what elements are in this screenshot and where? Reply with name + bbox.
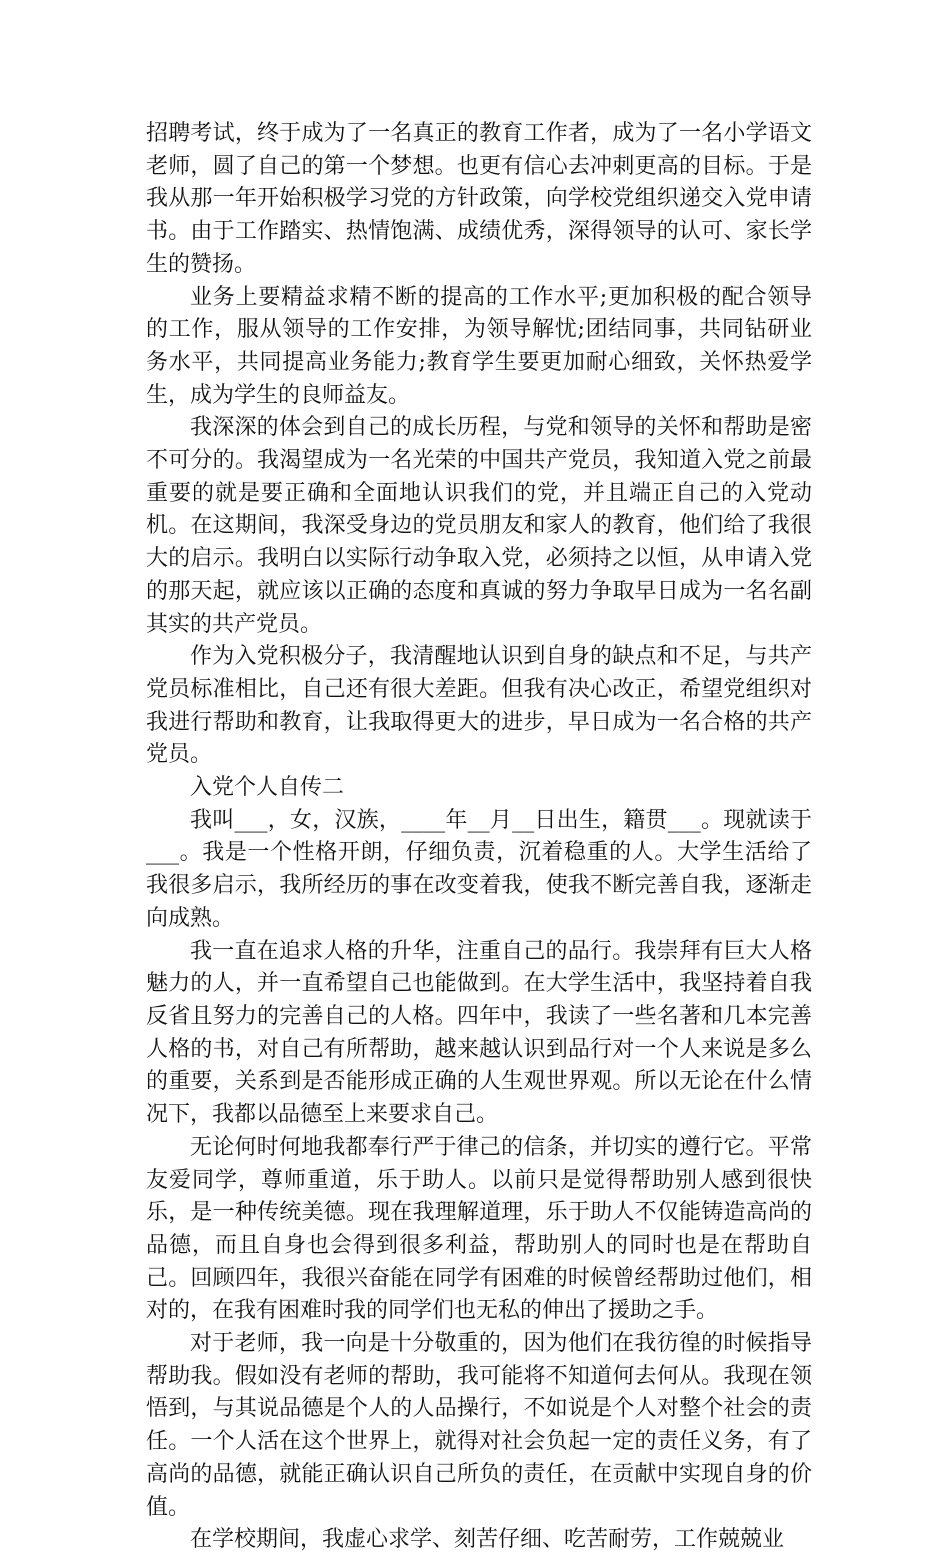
paragraph-7: 无论何时何地我都奉行严于律己的信条，并切实的遵行它。平常友爱同学，尊师重道，乐于助人。以前只是觉得帮助别人感到很快乐，是一种传统美德。现在我理解道理，乐于助人不仅能铸造高尚的品德，而且自身也会得到很多利益，帮助别人的同时也是在帮助自己。回顾四年，我很兴奋能在同学有困难的时候曾经帮助过他们，相对的，在我有困难时我的同学们也无私的伸出了援助之手。 (146, 1134, 812, 1324)
document-body (146, 118, 812, 1557)
paragraph-5: 我叫___，女，汉族，____年__月__日出生，籍贯___。现就读于___。我是一个性格开朗，仔细负责，沉着稳重的人。大学生活给了我很多启示，我所经历的事在改变着我，使我不断完善自我，逐渐走向成熟。 (146, 807, 812, 931)
section-heading: 入党个人自传二 (190, 775, 345, 801)
paragraph-8: 对于老师，我一向是十分敬重的，因为他们在我彷徨的时候指导帮助我。假如没有老师的帮助，我可能将不知道何去何从。我现在领悟到，与其说品德是个人的人品操行，不如说是个人对整个社会的责任。一个人活在这个世界上，就得对社会负起一定的责任义务，有了高尚的品德，就能正确认识自己所负的责任，在贡献中实现自身的价值。 (146, 1331, 812, 1520)
paragraph-3: 我深深的体会到自己的成长历程，与党和领导的关怀和帮助是密不可分的。我渴望成为一名光荣的中国共产党员，我知道入党之前最重要的就是要正确和全面地认识我们的党，并且端正自己的入党动机。在这期间，我深受身边的党员朋友和家人的教育，他们给了我很大的启示。我明白以实际行动争取入党，必须持之以恒，从申请入党的那天起，就应该以正确的态度和真诚的努力争取早日成为一名名副其实的共产党员。 (146, 415, 812, 637)
paragraph-1: 招聘考试，终于成为了一名真正的教育工作者，成为了一名小学语文老师，圆了自己的第一个梦想。也更有信心去冲刺更高的目标。于是我从那一年开始积极学习党的方针政策，向学校党组织递交入党申请书。由于工作踏实、热情饱满、成绩优秀，深得领导的认可、家长学生的赞扬。 (146, 121, 812, 277)
paragraph-2: 业务上要精益求精不断的提高的工作水平;更加积极的配合领导的工作，服从领导的工作安排，为领导解忧;团结同事，共同钻研业务水平，共同提高业务能力;教育学生要更加耐心细致，关怀热爱学生，成为学生的良师益友。 (146, 284, 812, 408)
paragraph-4: 作为入党积极分子，我清醒地认识到自身的缺点和不足，与共产党员标准相比，自己还有很大差距。但我有决心改正，希望党组织对我进行帮助和教育，让我取得更大的进步，早日成为一名合格的共产党员。 (146, 644, 812, 768)
paragraph-6: 我一直在追求人格的升华，注重自己的品行。我崇拜有巨大人格魅力的人，并一直希望自己也能做到。在大学生活中，我坚持着自我反省且努力的完善自己的人格。四年中，我读了一些名著和几本完善人格的书，对自己有所帮助，越来越认识到品行对一个人来说是多么的重要，关系到是否能形成正确的人生观世界观。所以无论在什么情况下，我都以品德至上来要求自己。 (146, 938, 812, 1128)
paragraph-9: 在学校期间，我虚心求学、刻苦仔细、吃苦耐劳，工作兢兢业 (190, 1527, 785, 1553)
